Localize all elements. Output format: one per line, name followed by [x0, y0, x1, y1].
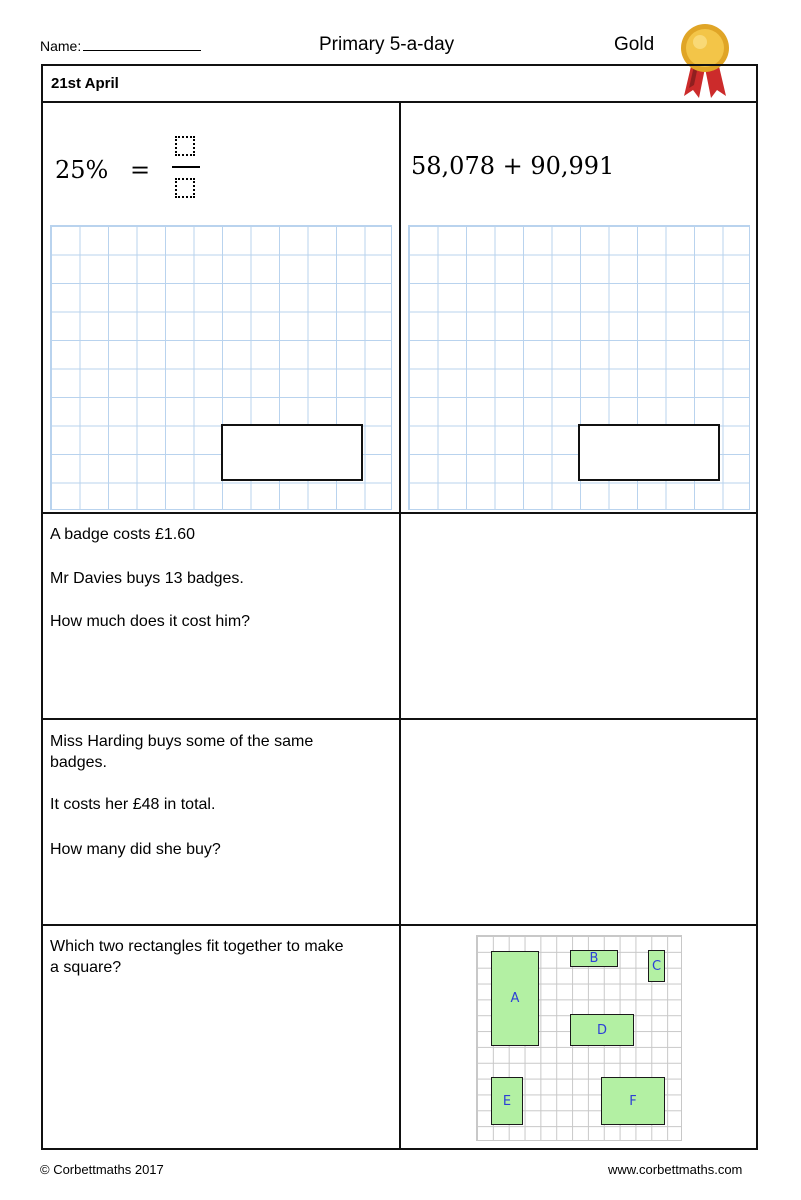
name-label: Name: [40, 38, 82, 54]
q1-percent [55, 156, 150, 184]
date-bar [41, 64, 758, 103]
q1-fraction [172, 130, 200, 204]
q4-line-1a: Miss Harding buys some of the same [50, 733, 314, 750]
q4-line-3: How many did she buy? [50, 841, 221, 858]
rectangle-b[interactable] [570, 950, 618, 967]
rectangle-c[interactable] [648, 950, 665, 982]
q1-answer-box[interactable] [221, 424, 363, 481]
footer-website[interactable]: www.corbettmaths.com [608, 1162, 743, 1177]
level-label: Gold [614, 34, 655, 55]
name-field[interactable] [40, 38, 201, 54]
q3-answer-area[interactable] [401, 514, 756, 718]
name-line[interactable] [83, 39, 201, 51]
rectangle-d[interactable] [570, 1014, 634, 1046]
denominator-box[interactable] [175, 178, 195, 198]
rectangle-d-label: D [596, 1022, 607, 1038]
sheet-title: Primary 5-a-day [319, 34, 455, 55]
q3-line-2: Mr Davies buys 13 badges. [50, 570, 244, 587]
date-text: 21st April [51, 75, 119, 92]
numerator-box[interactable] [175, 136, 195, 156]
q5-shapes-grid [476, 935, 682, 1141]
q5-line-1b: a square? [50, 959, 122, 976]
q4-answer-area[interactable] [401, 720, 756, 924]
q5-line-1a: Which two rectangles fit together to make [50, 938, 344, 955]
rectangle-f[interactable] [601, 1077, 665, 1125]
q3-line-3: How much does it cost him? [50, 613, 251, 630]
q3-line-1: A badge costs £1.60 [50, 526, 195, 543]
rectangle-e[interactable] [491, 1077, 523, 1125]
q1-equals: = [129, 156, 151, 184]
fraction-bar [172, 166, 200, 168]
q2-expression: 58,078 + 90,991 [411, 152, 615, 180]
q1-percent-value: 25% [55, 156, 109, 184]
rectangle-e-label: E [502, 1093, 512, 1109]
q4-line-2: It costs her £48 in total. [50, 796, 216, 813]
rectangle-c-label: C [651, 958, 662, 974]
rectangle-a-label: A [510, 991, 520, 1006]
rectangle-b-label: B [589, 951, 599, 966]
q2-answer-box[interactable] [578, 424, 720, 481]
rectangle-f-label: F [629, 1093, 637, 1109]
row-divider-3 [41, 924, 758, 926]
rectangle-a[interactable] [491, 951, 539, 1046]
q4-line-1b: badges. [50, 754, 107, 771]
footer-copyright: © Corbettmaths 2017 [40, 1162, 164, 1177]
